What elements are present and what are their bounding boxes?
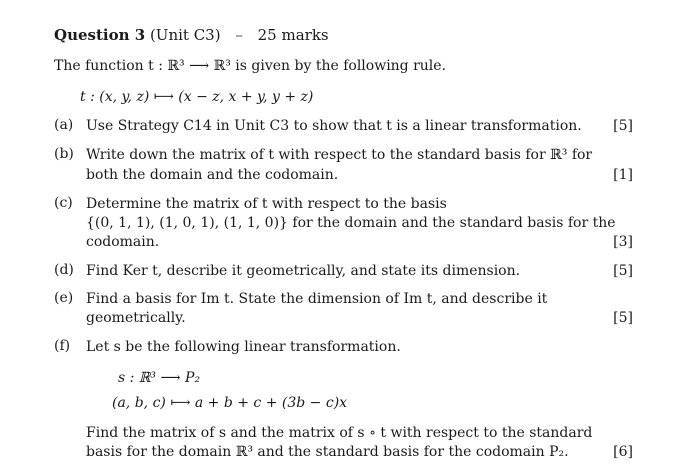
part-d-marks: [5] <box>613 263 633 279</box>
part-b-line-2: both the domain and the codomain. <box>86 167 339 183</box>
part-e-line-2: geometrically. <box>86 310 186 326</box>
part-a-label: (a) <box>54 117 74 133</box>
part-f-formula-2: (a, b, c) ⟼ a + b + c + (3b − c)x <box>112 395 348 411</box>
part-f-formula-1: s : ℝ³ ⟶ P₂ <box>118 370 201 386</box>
part-e-marks: [5] <box>613 310 633 326</box>
question-title: Question 3 <box>54 26 146 44</box>
part-a-marks: [5] <box>613 118 633 134</box>
part-c-marks: [3] <box>613 234 633 250</box>
part-c-line-2: {(0, 1, 1), (1, 0, 1), (1, 1, 0)} for the domain and the standard basis for the <box>86 215 616 231</box>
part-f-line-1: Let s be the following linear transformation. <box>86 339 401 355</box>
part-c-line-1: Determine the matrix of t with respect to the basis <box>86 196 447 212</box>
part-f-closing-2: basis for the domain ℝ³ and the standard basis for the codomain P₂. <box>86 444 569 460</box>
question-header <box>54 26 329 44</box>
question-marks: 25 marks <box>257 26 329 44</box>
header-separator: – <box>235 26 243 44</box>
function-rule: t : (x, y, z) ⟼ (x − z, x + y, y + z) <box>80 89 314 105</box>
part-c-line-3: codomain. <box>86 234 160 250</box>
part-c-label: (c) <box>54 195 73 211</box>
part-b-marks: [1] <box>613 167 633 183</box>
part-d-label: (d) <box>54 262 74 278</box>
part-e-line-1: Find a basis for Im t. State the dimension of Im t, and describe it <box>86 291 548 307</box>
part-b-label: (b) <box>54 146 74 162</box>
part-f-marks: [6] <box>613 444 633 460</box>
part-f-closing-1: Find the matrix of s and the matrix of s ∘ t with respect to the standard <box>86 425 593 441</box>
question-unit: (Unit C3) <box>149 26 221 44</box>
part-f-label: (f) <box>54 338 71 354</box>
part-e-label: (e) <box>54 290 74 306</box>
part-a-line-1: Use Strategy C14 in Unit C3 to show that t is a linear transformation. <box>86 118 582 134</box>
part-d-line-1: Find Ker t, describe it geometrically, and state its dimension. <box>86 263 521 279</box>
part-b-line-1: Write down the matrix of t with respect to the standard basis for ℝ³ for <box>86 147 593 163</box>
question-intro: The function t : ℝ³ ⟶ ℝ³ is given by the following rule. <box>54 58 447 74</box>
